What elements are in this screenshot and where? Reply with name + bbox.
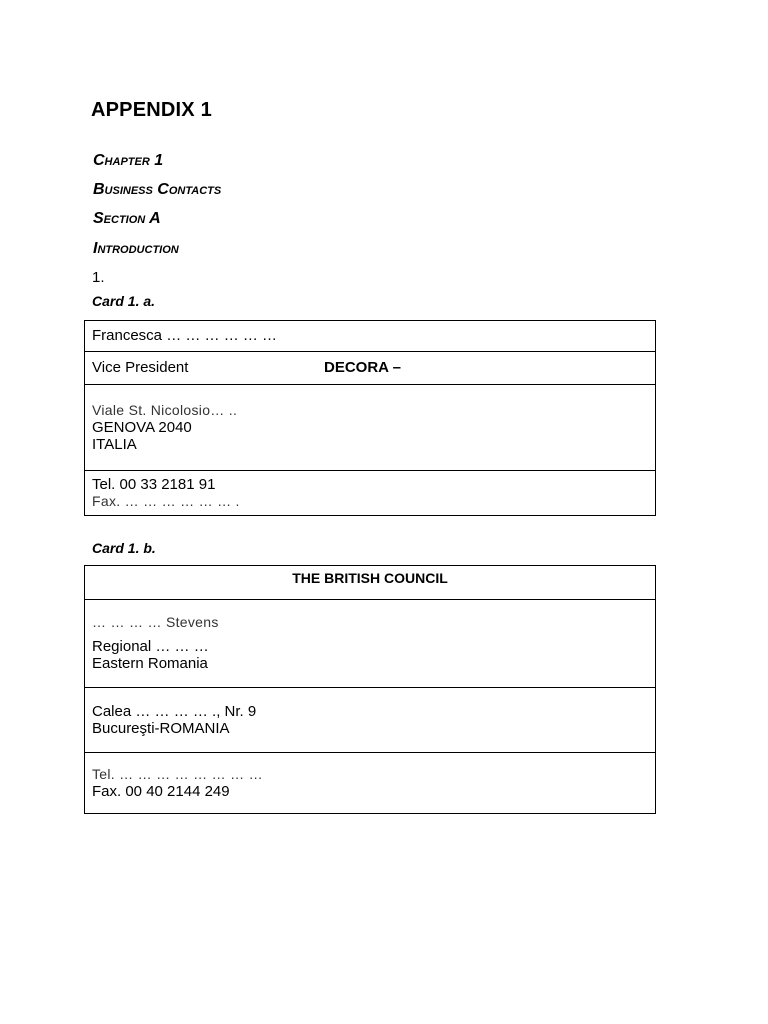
card-b-divider [85,752,655,753]
card-a-fax: Fax. … … … … … … . [92,493,240,509]
card-b-role: Regional … … … [92,638,209,655]
card-a-name: Francesca … … … … … … [92,327,278,344]
card-a-company: DECORA – [324,359,401,376]
card-b-city: Bucureşti-ROMANIA [92,720,230,737]
card-a-address-line2: GENOVA 2040 [92,419,192,436]
card-a-label: Card 1. a. [92,293,156,309]
card-a-tel: Tel. 00 33 2181 91 [92,476,216,493]
card-b-fax: Fax. 00 40 2144 249 [92,783,230,800]
card-a-address-line1: Viale St. Nicolosio… .. [92,402,238,418]
section-heading: Section A [93,210,161,227]
card-b-name: … … … … Stevens [92,614,219,630]
card-a-divider [85,384,655,385]
chapter-heading: Chapter 1 [93,152,164,169]
appendix-title: APPENDIX 1 [91,99,212,121]
card-a-address-line3: ITALIA [92,436,137,453]
card-b-divider [85,599,655,600]
card-b-label: Card 1. b. [92,540,156,556]
card-a-title: Vice President [92,359,189,376]
card-a-divider [85,351,655,352]
business-contacts-heading: Business Contacts [93,181,222,198]
business-card-b [84,565,656,814]
card-a-divider [85,470,655,471]
card-b-region: Eastern Romania [92,655,208,672]
card-b-divider [85,687,655,688]
introduction-heading: Introduction [93,240,179,257]
item-number: 1. [92,269,105,286]
card-b-street: Calea … … … … ., Nr. 9 [92,703,257,720]
business-card-a [84,320,656,516]
card-b-tel: Tel. … … … … … … … … [92,766,263,782]
card-b-organization: THE BRITISH COUNCIL [292,570,448,586]
